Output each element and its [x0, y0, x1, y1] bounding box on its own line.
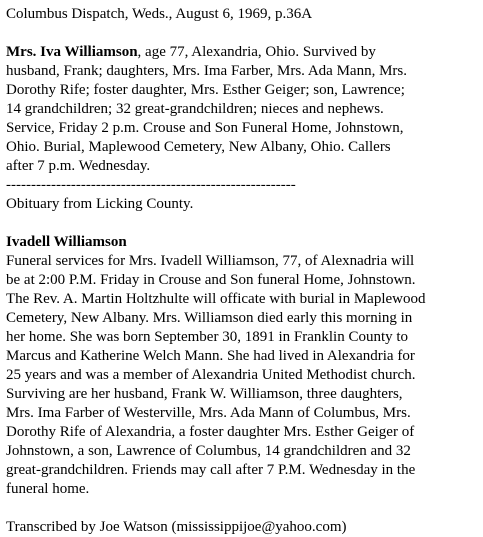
obituary-2-line: 25 years and was a member of Alexandria United Methodist church. [6, 367, 416, 383]
obituary-1-first-line-text: , age 77, Alexandria, Ohio. Survived by [137, 44, 376, 60]
obituary-1-line: Dorothy Rife; foster daughter, Mrs. Esther Geiger; son, Lawrence; [6, 82, 405, 98]
obituary-1-first-line [6, 43, 478, 62]
obituary-1-line: after 7 p.m. Wednesday. [6, 158, 151, 174]
obituary-2-line: funeral home. [6, 481, 90, 497]
obituary-2-line: Johnstown, a son, Lawrence of Columbus, 14 grandchildren and 32 [6, 443, 411, 459]
obituary-2-line: Marcus and Katherine Welch Mann. She had lived in Alexandria for [6, 348, 415, 364]
obituary-2-line: her home. She was born September 30, 1891 in Franklin County to [6, 329, 409, 345]
obituary-2-line: Cemetery, New Albany. Mrs. Williamson died early this morning in [6, 310, 413, 326]
obituary-2-line: Funeral services for Mrs. Ivadell Williamson, 77, of Alexnadria will [6, 253, 415, 269]
obituary-2-line: Mrs. Ima Farber of Westerville, Mrs. Ada Mann of Columbus, Mrs. [6, 405, 411, 421]
obituary-1-line: Service, Friday 2 p.m. Crouse and Son Funeral Home, Johnstown, [6, 120, 404, 136]
obituary-2-line: Dorothy Rife of Alexandria, a foster daughter Mrs. Esther Geiger of [6, 424, 415, 440]
spacer [6, 214, 478, 233]
obituary-1-line: husband, Frank; daughters, Mrs. Ima Farber, Mrs. Ada Mann, Mrs. [6, 63, 408, 79]
document-body [6, 5, 478, 537]
spacer [6, 24, 478, 43]
transcriber-credit: Transcribed by Joe Watson (mississippijoe@yahoo.com) [6, 519, 347, 535]
obituary-2-name: Ivadell Williamson [6, 234, 127, 250]
obituary-1-line: 14 grandchildren; 32 great-grandchildren; nieces and nephews. [6, 101, 384, 117]
source-header: Columbus Dispatch, Weds., August 6, 1969, p.36A [6, 6, 313, 22]
obituary-1-name: Mrs. Iva Williamson [6, 44, 138, 60]
separator-line: ---------------------------------------------------------- [6, 177, 296, 193]
obituary-2-line: be at 2:00 P.M. Friday in Crouse and Son funeral Home, Johnstown. [6, 272, 416, 288]
obituary-1-line: Ohio. Burial, Maplewood Cemetery, New Albany, Ohio. Callers [6, 139, 391, 155]
obituary-2-line: Surviving are her husband, Frank W. Williamson, three daughters, [6, 386, 403, 402]
source-note: Obituary from Licking County. [6, 196, 194, 212]
obituary-2-line: great-grandchildren. Friends may call after 7 P.M. Wednesday in the [6, 462, 416, 478]
spacer [6, 499, 478, 518]
obituary-2-line: The Rev. A. Martin Holtzhulte will officate with burial in Maplewood [6, 291, 426, 307]
